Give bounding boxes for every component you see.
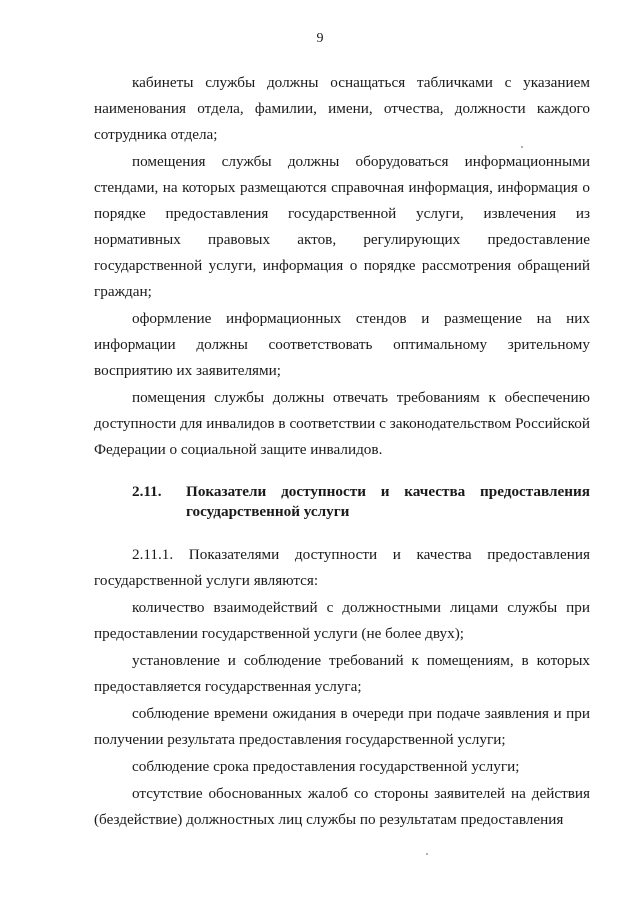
- paragraph-signage: кабинеты службы должны оснащаться табличками с указанием наименования отдела, фамилии, имени, отчества, должности каждого сотрудника отдела;: [94, 74, 590, 143]
- paragraph-service-term: соблюдение срока предоставления государственной услуги;: [132, 758, 520, 775]
- section-heading: [94, 482, 590, 522]
- scan-speck: [426, 853, 428, 855]
- document-body: [94, 70, 590, 834]
- paragraph-no-complaints: отсутствие обоснованных жалоб со стороны заявителей на действия (бездействие) должностных лиц службы по результатам предоставления: [94, 785, 590, 828]
- paragraph-stand-design: оформление информационных стендов и размещение на них информации должны соответствовать оптимальному зрительному восприятию их заявителями;: [94, 310, 590, 379]
- page-number: 9: [316, 31, 324, 46]
- paragraph-waiting-time: соблюдение времени ожидания в очереди при подаче заявления и при получении результата предоставления государственной услуги;: [94, 705, 590, 748]
- scan-speck: [521, 146, 523, 148]
- paragraph-premises-requirements: установление и соблюдение требований к помещениям, в которых предоставляется государственная услуга;: [94, 652, 590, 695]
- paragraph-indicators-intro: 2.11.1. Показателями доступности и качества предоставления государственной услуги являются:: [94, 546, 590, 589]
- paragraph-interactions-count: количество взаимодействий с должностными лицами службы при предоставлении государственной услуги (не более двух);: [94, 599, 590, 642]
- section-number: 2.11.: [132, 483, 162, 500]
- paragraph-accessibility: помещения службы должны отвечать требованиям к обеспечению доступности для инвалидов в соответствии с законодательством Российской Федерации о социальной защите инвалидов.: [94, 389, 590, 458]
- section-title: Показатели доступности и качества предоставления государственной услуги: [186, 483, 590, 520]
- paragraph-info-stands: помещения службы должны оборудоваться информационными стендами, на которых размещаются справочная информация, информация о порядке предоставления государственной услуги, извлечения из нормативных правовых актов, регулирующих предоставление государственной услуги, информация о порядке рассмотрения обращений граждан;: [94, 153, 590, 300]
